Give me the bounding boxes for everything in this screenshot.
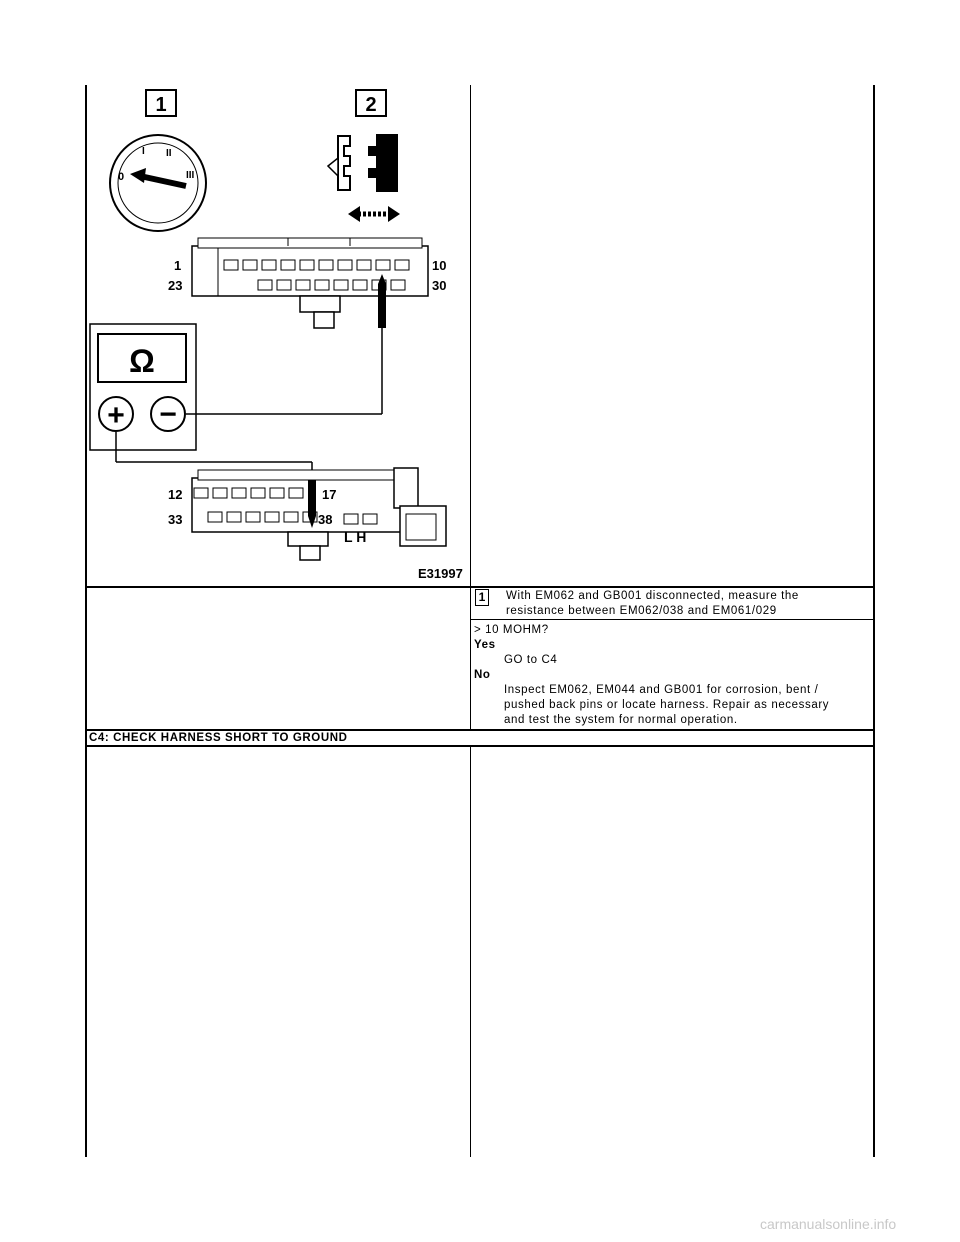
- pin-label-1: 1: [174, 258, 182, 273]
- step-row-divider: [470, 619, 875, 620]
- multimeter-icon: [90, 324, 196, 450]
- footer-watermark[interactable]: carmanualsonline.info: [760, 1216, 897, 1232]
- callout-number-1: 1: [155, 94, 167, 116]
- no-action-line-1: Inspect EM062, EM044 and GB001 for corrosion, bent /: [504, 684, 819, 696]
- step-number-box: [475, 589, 489, 606]
- svg-text:II: II: [166, 148, 172, 159]
- no-label: No: [474, 669, 491, 681]
- svg-text:0: 0: [118, 171, 125, 183]
- step-instruction-line-2: resistance between EM062/038 and EM061/029: [506, 605, 777, 617]
- no-action-line-3: and test the system for normal operation.: [504, 714, 738, 726]
- step-number: 1: [478, 590, 486, 604]
- section-heading: C4: CHECK HARNESS SHORT TO GROUND: [89, 732, 348, 744]
- column-divider-bottom: [470, 747, 471, 1157]
- pin-label-38: 38: [318, 512, 333, 527]
- connector-disconnect-icon: [328, 134, 400, 222]
- top-connector: [192, 238, 428, 328]
- table-right-border: [873, 85, 875, 1157]
- column-divider-top: [470, 85, 471, 730]
- ignition-switch-icon: [110, 135, 206, 231]
- yes-action-link[interactable]: GO to C4: [504, 654, 558, 666]
- result-question: > 10 MOHM?: [474, 624, 549, 636]
- yes-label: Yes: [474, 639, 496, 651]
- pin-label-lh: L H: [344, 529, 367, 545]
- pin-label-10: 10: [432, 258, 447, 273]
- figure-id-label: E31997: [418, 566, 463, 581]
- ohm-symbol: Ω: [129, 343, 155, 379]
- plus-terminal-symbol: +: [107, 399, 125, 432]
- pin-label-30: 30: [432, 278, 447, 293]
- top-probe-icon: [378, 274, 386, 414]
- step-instruction-line-1: With EM062 and GB001 disconnected, measure the: [506, 590, 799, 602]
- wiring-diagram-figure: [88, 88, 468, 583]
- svg-text:I: I: [142, 146, 145, 157]
- pin-label-17: 17: [322, 487, 337, 502]
- minus-terminal-symbol: −: [159, 398, 177, 431]
- table-left-border: [85, 85, 87, 1157]
- no-action-line-2: pushed back pins or locate harness. Repair as necessary: [504, 699, 830, 711]
- svg-text:III: III: [186, 170, 195, 181]
- pin-label-12: 12: [168, 487, 183, 502]
- pin-label-33: 33: [168, 512, 183, 527]
- pin-label-23: 23: [168, 278, 183, 293]
- figure-row-divider: [85, 586, 875, 588]
- callout-number-2: 2: [365, 94, 377, 116]
